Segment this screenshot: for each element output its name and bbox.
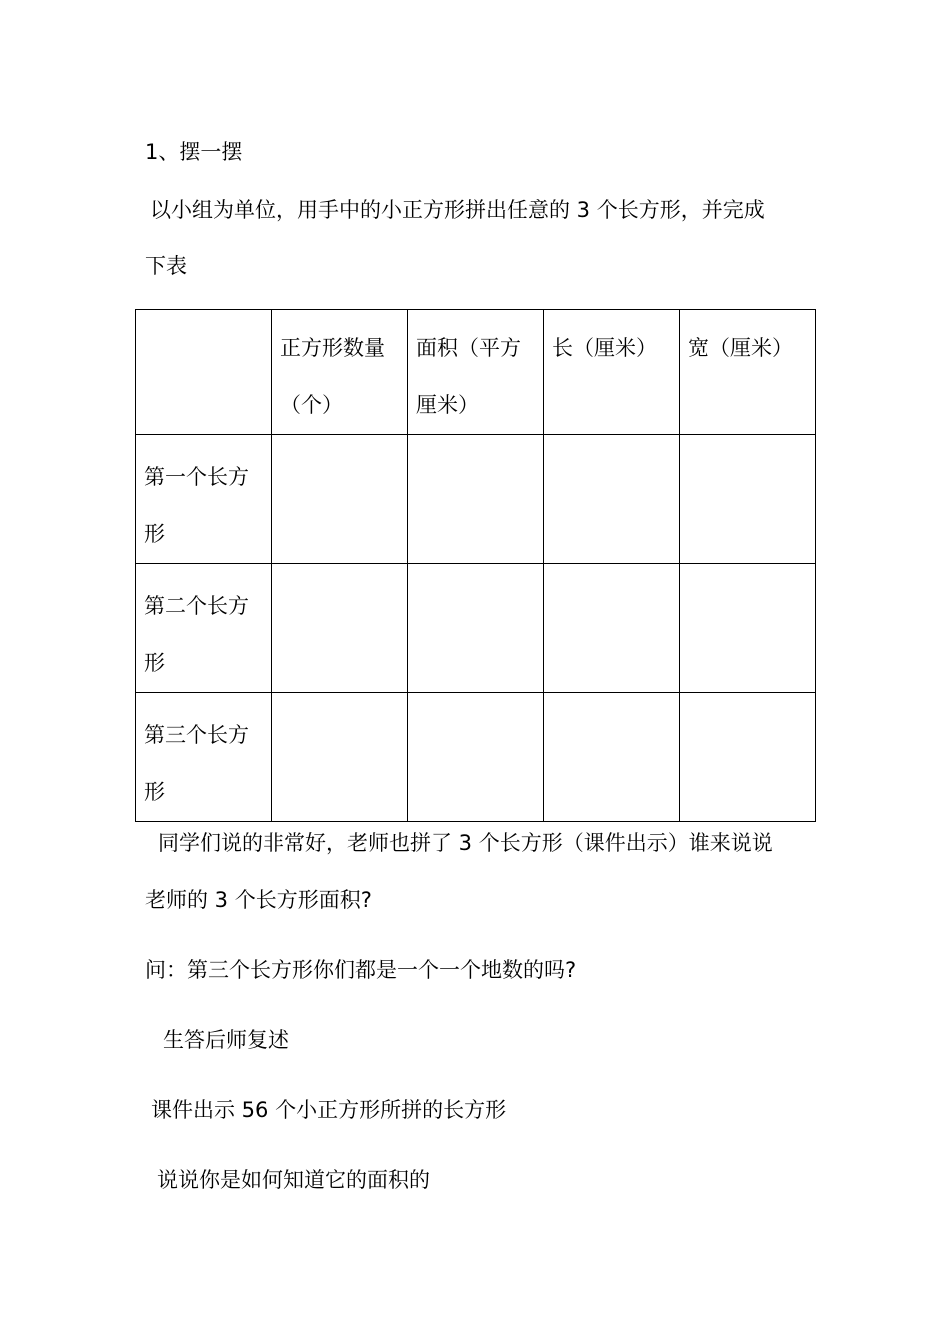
header-cell-length: 长（厘米） [544,310,680,435]
table-row [136,435,816,564]
after-table-line-1: 同学们说的非常好，老师也拼了 3 个长方形（课件出示）谁来说说 [158,831,773,855]
courseware-text: 课件出示 56 个小正方形所拼的长方形 [151,1098,507,1122]
table-cell-width [680,564,816,693]
explain-text: 说说你是如何知道它的面积的 [157,1168,430,1192]
after-table-line-2: 老师的 3 个长方形面积? [145,888,372,912]
intro-line-1: 以小组为单位，用手中的小正方形拼出任意的 3 个长方形，并完成 [150,198,765,222]
row-label: 第三个长方形 [136,693,272,822]
rectangle-worksheet-table [135,309,816,822]
table-row [136,693,816,822]
table-cell-length [544,693,680,822]
table-cell-square-count [272,693,408,822]
question-text: 问：第三个长方形你们都是一个一个地数的吗? [145,958,577,982]
table-row [136,564,816,693]
header-cell-area: 面积（平方厘米） [408,310,544,435]
row-label: 第一个长方形 [136,435,272,564]
row-label: 第二个长方形 [136,564,272,693]
table-cell-square-count [272,564,408,693]
intro-line-2: 下表 [145,254,187,278]
table-header-row [136,310,816,435]
table-cell-length [544,564,680,693]
table-cell-width [680,435,816,564]
section-title: 1、摆一摆 [145,140,243,164]
header-cell-width: 宽（厘米） [680,310,816,435]
table-cell-length [544,435,680,564]
header-cell-blank [136,310,272,435]
table-cell-square-count [272,435,408,564]
header-cell-square-count: 正方形数量（个） [272,310,408,435]
table-cell-width [680,693,816,822]
table-cell-area [408,435,544,564]
table-cell-area [408,693,544,822]
table-cell-area [408,564,544,693]
reply-text: 生答后师复述 [163,1028,289,1052]
